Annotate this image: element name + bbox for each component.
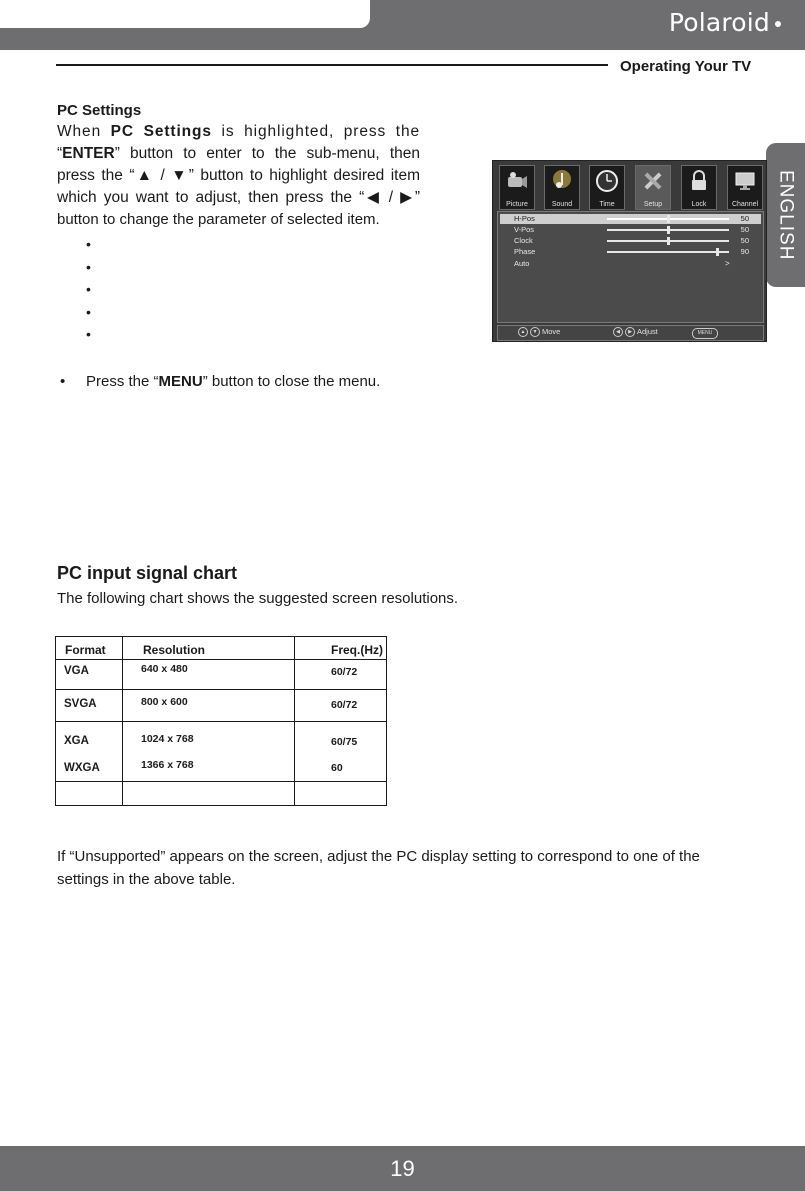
section-title: Operating Your TV: [620, 58, 752, 75]
bullet-point: •: [86, 304, 91, 320]
header-rule: [56, 64, 608, 66]
unsupported-note-line: If “Unsupported” appears on the screen, adjust the PC display setting to correspond to one of the: [57, 848, 700, 865]
slider-knob[interactable]: [716, 248, 719, 256]
setup-submenu: [497, 211, 764, 323]
table-cell-resolution: 1024 x 768: [141, 733, 194, 745]
table-divider: [56, 659, 386, 660]
tools-icon: [641, 169, 665, 193]
table-cell-format: SVGA: [64, 698, 97, 710]
tab-sound: Sound: [544, 165, 580, 210]
paragraph-line-3: press the “▲ / ▼” button to highlight desired item: [57, 167, 420, 184]
table-cell-resolution: 800 x 600: [141, 696, 188, 708]
menu-button-icon: MENU: [692, 328, 718, 339]
table-cell-freq: 60/75: [331, 736, 358, 748]
slider-knob[interactable]: [667, 226, 670, 234]
column-header-format: Format: [65, 643, 106, 657]
music-icon: [550, 169, 574, 193]
paragraph-line-2: “ENTER” button to enter to the sub-menu, then: [57, 145, 420, 162]
language-label: ENGLISH: [775, 169, 797, 261]
clock-slider[interactable]: [607, 240, 729, 242]
table-cell-freq: 60/72: [331, 666, 358, 678]
menu-tab-bar: [499, 165, 761, 209]
page-number: 19: [390, 1156, 415, 1181]
table-cell-resolution: 640 x 480: [141, 663, 188, 675]
table-cell-format: VGA: [64, 665, 89, 677]
menu-footer-bar: [497, 325, 764, 341]
phase-slider[interactable]: [607, 251, 729, 253]
header-notch: [0, 0, 370, 28]
right-icon: ▶: [625, 327, 635, 337]
unsupported-note-line: settings in the above table.: [57, 871, 236, 888]
lock-icon: [687, 169, 711, 193]
table-divider: [56, 721, 386, 722]
unsupported-note: [57, 845, 757, 891]
menu-row-auto[interactable]: Auto >: [514, 259, 730, 268]
v-pos-slider[interactable]: [607, 229, 729, 231]
down-icon: ▼: [530, 327, 540, 337]
table-cell-format: XGA: [64, 735, 89, 747]
auto-arrow: >: [725, 259, 730, 268]
tab-picture: Picture: [499, 165, 535, 210]
menu-row-h-pos[interactable]: H-Pos 50: [500, 214, 761, 224]
menu-row-clock[interactable]: Clock 50: [514, 236, 749, 245]
bullet-point: •: [86, 236, 91, 252]
signal-chart-heading: PC input signal chart: [57, 563, 238, 583]
brand-dot: [775, 21, 781, 27]
table-cell-freq: 60: [331, 762, 343, 774]
column-header-resolution: Resolution: [143, 643, 205, 657]
h-pos-slider[interactable]: [607, 218, 729, 220]
slider-knob[interactable]: [667, 237, 670, 245]
pc-settings-heading: PC Settings: [57, 102, 142, 119]
menu-row-phase[interactable]: Phase 90: [514, 247, 749, 256]
signal-chart-intro: The following chart shows the suggested screen resolutions.: [57, 590, 459, 607]
tab-lock: Lock: [681, 165, 717, 210]
table-divider: [56, 781, 386, 782]
tab-setup: Setup: [635, 165, 671, 210]
clock-icon: [595, 169, 619, 193]
move-hint: ▲ ▼ Move: [518, 327, 560, 337]
bullet-point: •: [86, 281, 91, 297]
tab-time: Time: [589, 165, 625, 210]
bullet-point: •: [86, 259, 91, 275]
menu-row-v-pos[interactable]: V-Pos 50: [514, 225, 749, 234]
tab-channel: Channel: [727, 165, 763, 210]
paragraph-line-5: button to change the parameter of selected item.: [57, 211, 380, 228]
table-cell-freq: 60/72: [331, 699, 358, 711]
paragraph-line-4: which you want to adjust, then press the “◀ / ▶”: [57, 189, 420, 206]
paragraph-line-1: When PC Settings is highlighted, press the: [57, 123, 420, 140]
monitor-icon: [733, 169, 757, 193]
slider-knob[interactable]: [667, 215, 670, 223]
table-cell-resolution: 1366 x 768: [141, 759, 194, 771]
bullet-point: •: [86, 326, 91, 342]
left-icon: ◀: [613, 327, 623, 337]
up-down-icon: ▲: [518, 327, 528, 337]
adjust-hint: ◀ ▶ Adjust: [613, 327, 658, 337]
table-divider: [56, 689, 386, 690]
signal-table: [55, 636, 387, 806]
table-cell-format: WXGA: [64, 762, 100, 774]
brand-logo: [669, 8, 781, 37]
column-header-freq: Freq.(Hz): [331, 643, 383, 657]
tv-menu-screenshot: [492, 160, 767, 342]
brand-text: Polaroid: [668, 8, 770, 37]
menu-close-note: • Press the “MENU” button to close the menu.: [60, 373, 381, 390]
camcorder-icon: [505, 169, 529, 193]
